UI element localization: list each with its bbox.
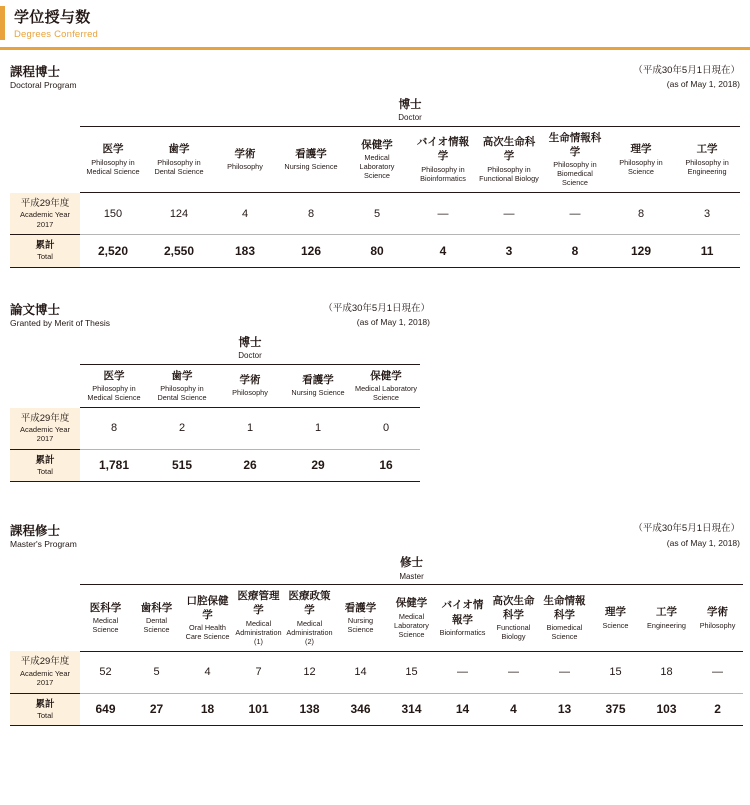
column-header-jp: 看護学	[302, 374, 334, 387]
data-cell: 314	[386, 693, 437, 726]
data-cell: 27	[131, 693, 182, 726]
column-header-en: Philosophy in Engineering	[685, 157, 729, 176]
section-date-en: (as of May 1, 2018)	[666, 79, 740, 90]
column-header-en: Oral Health Care Science	[185, 623, 230, 642]
column-header	[476, 126, 542, 193]
column-header-en: Medical Laboratory Science	[394, 611, 429, 639]
section-title	[10, 302, 110, 330]
section-title-en: Master's Program	[10, 538, 77, 549]
column-header-jp: 歯学	[168, 143, 190, 156]
column-header-jp: 理学	[630, 143, 652, 156]
data-cell: 15	[590, 651, 641, 693]
column-header-jp: 医療政策学	[288, 590, 331, 617]
data-cell: 4	[488, 693, 539, 726]
column-header-jp: 工学	[656, 606, 677, 619]
column-header	[80, 585, 131, 652]
data-cell: 14	[335, 651, 386, 693]
column-header	[674, 126, 740, 193]
degrees-table-thesis	[10, 336, 420, 483]
degrees-table-doctoral	[10, 98, 740, 268]
row-header-en: Total	[37, 466, 53, 476]
data-cell: 11	[674, 235, 740, 268]
column-header-en: Dental Science	[143, 616, 170, 635]
column-header-en: Nursing Science	[291, 388, 345, 398]
section-date	[633, 64, 740, 92]
column-header-en: Philosophy in Dental Science	[154, 157, 204, 176]
page-header	[0, 0, 750, 50]
row-header-en: Academic Year 2017	[19, 668, 71, 688]
data-cell: 8	[608, 193, 674, 235]
column-header	[437, 585, 488, 652]
column-header	[386, 585, 437, 652]
corner-cell	[10, 336, 80, 364]
column-header-en: Nursing Science	[284, 162, 338, 172]
table-row	[10, 408, 420, 450]
column-header	[344, 126, 410, 193]
table-column-header-row	[10, 585, 743, 652]
corner-cell-2	[10, 585, 80, 652]
section-head	[10, 522, 740, 550]
column-header	[284, 585, 335, 652]
data-cell: 103	[641, 693, 692, 726]
data-cell: 4	[212, 193, 278, 235]
column-header	[80, 364, 148, 407]
column-header-en: Science	[602, 620, 629, 630]
group-header-en: Master	[399, 571, 424, 581]
section-masters-program	[0, 522, 750, 726]
section-date-jp: （平成30年5月1日現在）	[633, 64, 740, 76]
data-cell: 5	[131, 651, 182, 693]
column-header-en: Medical Administration (2)	[286, 618, 333, 646]
column-header-jp: バイオ情報学	[416, 136, 470, 163]
section-title-jp: 論文博士	[10, 303, 61, 318]
data-cell: 124	[146, 193, 212, 235]
section-date	[633, 522, 740, 550]
data-cell: 14	[437, 693, 488, 726]
group-header-en: Doctor	[398, 113, 422, 123]
data-cell: —	[476, 193, 542, 235]
data-cell: —	[488, 651, 539, 693]
column-header-jp: 医学	[102, 143, 124, 156]
column-header	[590, 585, 641, 652]
column-header-en: Nursing Science	[347, 616, 374, 635]
data-cell: 16	[352, 449, 420, 482]
table-column-header-row	[10, 126, 740, 193]
data-cell: 346	[335, 693, 386, 726]
column-header-en: Engineering	[647, 620, 686, 630]
group-header	[80, 336, 420, 364]
column-header-jp: 歯学	[171, 369, 193, 382]
section-date-jp: （平成30年5月1日現在）	[323, 302, 430, 314]
column-header	[182, 585, 233, 652]
group-header-en: Doctor	[238, 351, 262, 361]
data-cell: 26	[216, 449, 284, 482]
table-row	[10, 651, 743, 693]
data-cell: 1	[216, 408, 284, 450]
data-cell: 80	[344, 235, 410, 268]
column-header	[410, 126, 476, 193]
group-header-jp: 博士	[398, 98, 422, 111]
column-header	[131, 585, 182, 652]
section-date-en: (as of May 1, 2018)	[666, 537, 740, 548]
section-date-jp: （平成30年5月1日現在）	[633, 523, 740, 535]
corner-cell-2	[10, 126, 80, 193]
column-header-jp: 生命情報科学	[543, 594, 586, 621]
data-cell: 8	[542, 235, 608, 268]
row-header	[10, 449, 80, 482]
column-header-jp: バイオ情報学	[441, 599, 484, 626]
row-header-jp: 平成29年度	[20, 412, 70, 424]
row-header-en: Academic Year 2017	[19, 424, 71, 444]
column-header-en: Philosophy	[232, 388, 268, 398]
section-head	[10, 64, 740, 92]
column-header-jp: 工学	[696, 143, 718, 156]
column-header-en: Functional Biology	[496, 623, 531, 642]
column-header-en: Philosophy in Medical Science	[87, 383, 141, 402]
data-cell: —	[692, 651, 743, 693]
table-column-header-row	[10, 364, 420, 407]
table-row	[10, 193, 740, 235]
data-cell: 13	[539, 693, 590, 726]
group-header	[80, 98, 740, 126]
column-header-jp: 学術	[707, 606, 729, 619]
data-cell: 5	[344, 193, 410, 235]
section-title	[10, 64, 77, 92]
data-cell: 129	[608, 235, 674, 268]
table-row	[10, 449, 420, 482]
column-header-jp: 学術	[239, 374, 261, 387]
column-header	[335, 585, 386, 652]
data-cell: 1,781	[80, 449, 148, 482]
column-header	[352, 364, 420, 407]
column-header-en: Philosophy	[699, 620, 736, 630]
data-cell: 12	[284, 651, 335, 693]
section-title-jp: 課程修士	[10, 523, 61, 538]
column-header-en: Medical Administration (1)	[235, 618, 282, 646]
row-header	[10, 651, 80, 693]
data-cell: 29	[284, 449, 352, 482]
column-header-en: Philosophy in Medical Science	[86, 157, 140, 176]
column-header-jp: 医学	[103, 369, 125, 382]
column-header	[278, 126, 344, 193]
column-header-en: Medical Science	[92, 616, 119, 635]
page-title-jp: 学位授与数	[14, 9, 91, 26]
column-header	[216, 364, 284, 407]
data-cell: —	[410, 193, 476, 235]
data-cell: 183	[212, 235, 278, 268]
section-title-en: Granted by Merit of Thesis	[10, 318, 110, 329]
data-cell: —	[539, 651, 590, 693]
column-header-en: Philosophy in Bioinformatics	[420, 164, 466, 183]
row-header-jp: 累計	[35, 698, 55, 710]
column-header-jp: 口腔保健学	[186, 594, 229, 621]
column-header-jp: 看護学	[295, 147, 327, 160]
section-date-en: (as of May 1, 2018)	[356, 316, 430, 327]
data-cell: 2,550	[146, 235, 212, 268]
accent-bar	[0, 6, 5, 40]
data-cell: 649	[80, 693, 131, 726]
row-header-jp: 累計	[35, 240, 55, 252]
data-cell: 18	[641, 651, 692, 693]
row-header	[10, 235, 80, 268]
data-cell: 1	[284, 408, 352, 450]
column-header-en: Biomedical Science	[546, 623, 583, 642]
data-cell: 375	[590, 693, 641, 726]
column-header	[692, 585, 743, 652]
column-header	[80, 126, 146, 193]
column-header	[542, 126, 608, 193]
table-row	[10, 235, 740, 268]
data-cell: —	[542, 193, 608, 235]
column-header	[146, 126, 212, 193]
column-header-jp: 保健学	[370, 369, 402, 382]
section-date	[323, 302, 430, 330]
data-cell: 2	[148, 408, 216, 450]
data-cell: 18	[182, 693, 233, 726]
section-head	[10, 302, 430, 330]
column-header	[212, 126, 278, 193]
data-cell: 4	[182, 651, 233, 693]
data-cell: 3	[476, 235, 542, 268]
column-header	[539, 585, 590, 652]
section-doctoral-program	[0, 64, 750, 268]
column-header	[488, 585, 539, 652]
row-header-en: Total	[37, 252, 53, 262]
row-header-jp: 平成29年度	[20, 197, 70, 209]
section-thesis-doctorate	[0, 302, 750, 483]
column-header	[641, 585, 692, 652]
section-title	[10, 523, 77, 551]
column-header	[284, 364, 352, 407]
row-header	[10, 693, 80, 726]
column-header-en: Medical Laboratory Science	[354, 383, 418, 402]
corner-cell-2	[10, 364, 80, 407]
column-header-jp: 保健学	[361, 138, 393, 151]
data-cell: 4	[410, 235, 476, 268]
corner-cell	[10, 98, 80, 126]
group-header-jp: 修士	[400, 557, 424, 570]
column-header	[608, 126, 674, 193]
column-header-jp: 保健学	[395, 597, 428, 610]
section-title-en: Doctoral Program	[10, 80, 77, 91]
row-header-jp: 平成29年度	[20, 656, 70, 668]
data-cell: 15	[386, 651, 437, 693]
row-header-en: Total	[37, 710, 53, 720]
data-cell: 2,520	[80, 235, 146, 268]
column-header-jp: 歯科学	[140, 601, 173, 614]
section-title-jp: 課程博士	[10, 65, 61, 80]
data-cell: 126	[278, 235, 344, 268]
column-header-jp: 生命情報科学	[548, 131, 602, 158]
column-header-jp: 高次生命科学	[482, 136, 536, 163]
degrees-table-masters	[10, 556, 743, 726]
data-cell: 150	[80, 193, 146, 235]
data-cell: 0	[352, 408, 420, 450]
column-header-jp: 医科学	[89, 601, 122, 614]
table-group-row	[10, 336, 420, 364]
corner-cell	[10, 556, 80, 584]
column-header-en: Bioinformatics	[439, 627, 486, 637]
data-cell: 52	[80, 651, 131, 693]
data-cell: 7	[233, 651, 284, 693]
data-cell: 101	[233, 693, 284, 726]
data-cell: 2	[692, 693, 743, 726]
column-header-en: Philosophy in Science	[619, 157, 663, 176]
data-cell: 138	[284, 693, 335, 726]
data-cell: 8	[80, 408, 148, 450]
column-header-jp: 医療管理学	[237, 590, 280, 617]
column-header-jp: 理学	[605, 606, 626, 619]
column-header-en: Medical Laboratory Science	[359, 153, 395, 181]
column-header	[148, 364, 216, 407]
group-header-jp: 博士	[238, 336, 262, 349]
row-header	[10, 193, 80, 235]
page-title-en: Degrees Conferred	[14, 28, 99, 40]
data-cell: 3	[674, 193, 740, 235]
row-header-en: Academic Year 2017	[19, 210, 71, 229]
column-header-en: Philosophy in Dental Science	[157, 383, 207, 402]
column-header-jp: 高次生命科学	[492, 594, 535, 621]
row-header	[10, 408, 80, 450]
column-header-jp: 看護学	[344, 601, 377, 614]
group-header	[80, 556, 743, 584]
data-cell: 515	[148, 449, 216, 482]
data-cell: —	[437, 651, 488, 693]
row-header-jp: 累計	[35, 454, 55, 466]
table-group-row	[10, 556, 743, 584]
column-header-en: Philosophy	[227, 162, 263, 172]
table-row	[10, 693, 743, 726]
column-header	[233, 585, 284, 652]
table-group-row	[10, 98, 740, 126]
data-cell: 8	[278, 193, 344, 235]
column-header-en: Philosophy in Functional Biology	[479, 164, 539, 183]
column-header-jp: 学術	[234, 147, 256, 160]
column-header-en: Philosophy in Biomedical Science	[553, 160, 597, 188]
